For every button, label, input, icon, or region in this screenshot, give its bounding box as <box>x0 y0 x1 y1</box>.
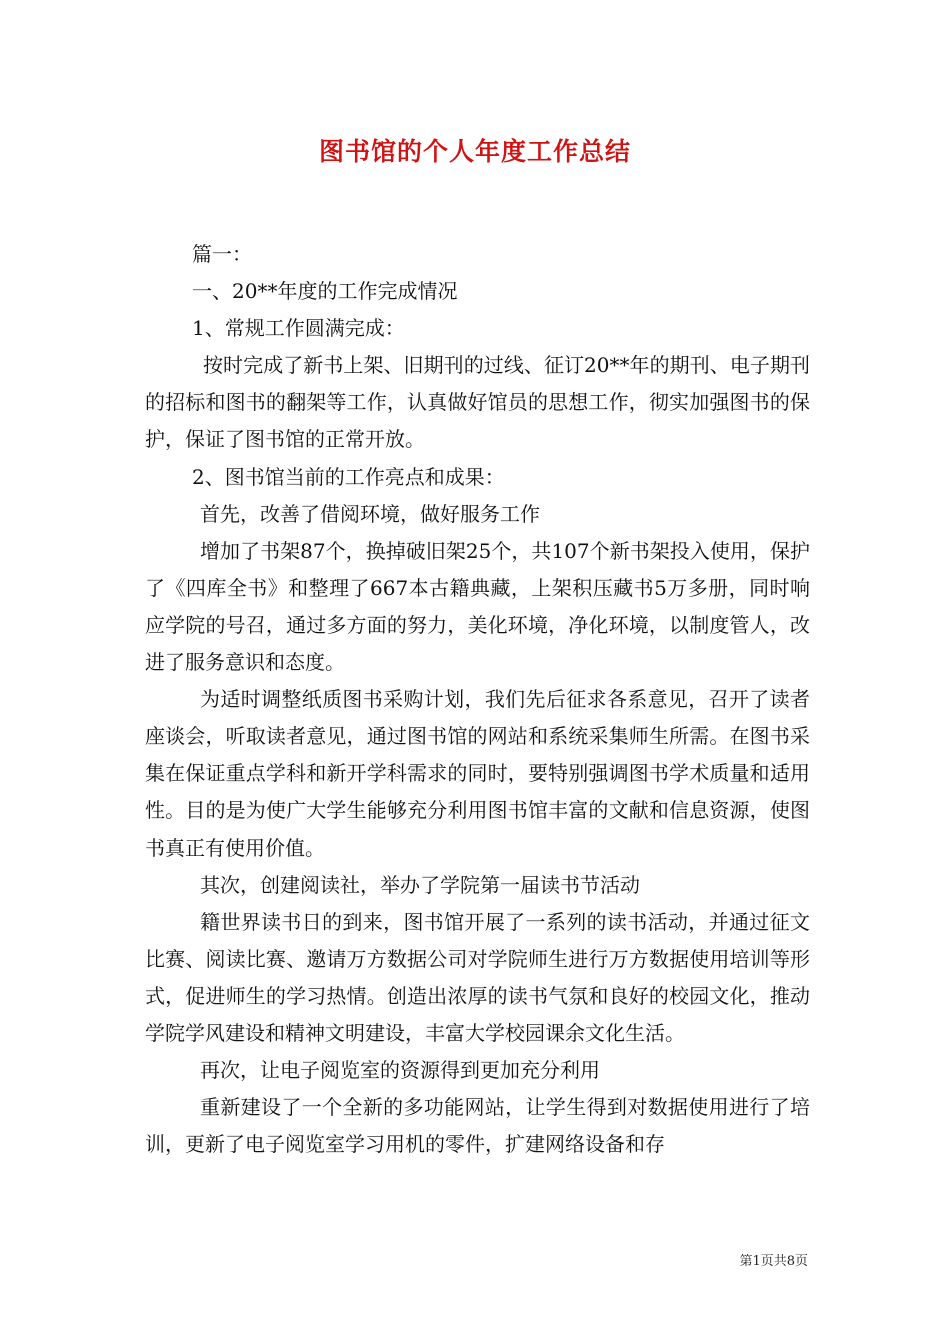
heading-year-work: 一、20**年度的工作完成情况 <box>192 279 458 304</box>
heading-highlights: 2、图书馆当前的工作亮点和成果： <box>192 464 505 489</box>
paragraph-procurement: 为适时调整纸质图书采购计划，我们先后征求各系意见，召开了读者座谈会，听取读者意见，通过图书馆的网站和系统采集师生所需。在图书采集在保证重点学科和新开学科需求的同时，要特别强调图书学术质量和适用性。目的是为使广大学生能够充分利用图书馆丰富的文献和信息资源，使图书真正有使用价值。 <box>145 687 810 860</box>
section-label: 篇一： <box>192 242 252 266</box>
subheading-environment: 首先，改善了借阅环境，做好服务工作 <box>200 501 540 526</box>
paragraph-routine-work: 按时完成了新书上架、旧期刊的过线、征订20**年的期刊、电子期刊的招标和图书的翻架等工作，认真做好馆员的思想工作，彻实加强图书的保护，保证了图书馆的正常开放。 <box>145 353 810 452</box>
paragraph-bookshelves: 增加了书架87个，换掉破旧架25个，共107个新书架投入使用，保护了《四库全书》和整理了667本古籍典藏，上架积压藏书5万多册，同时响应学院的号召，通过多方面的努力，美化环境，净化环境，以制度管人，改进了服务意识和态度。 <box>145 538 810 675</box>
document-body <box>145 236 810 1163</box>
subheading-e-reading-room: 再次，让电子阅览室的资源得到更加充分利用 <box>200 1058 600 1083</box>
paragraph-website-network: 重新建设了一个全新的多功能网站，让学生得到对数据使用进行了培训，更新了电子阅览室学习用机的零件，扩建网络设备和存 <box>145 1095 810 1157</box>
subheading-reading-club: 其次，创建阅读社，举办了学院第一届读书节活动 <box>200 872 640 897</box>
heading-routine-work: 1、常规工作圆满完成： <box>192 316 405 341</box>
document-title: 图书馆的个人年度工作总结 <box>318 137 631 166</box>
paragraph-reading-activities: 籍世界读书日的到来，图书馆开展了一系列的读书活动，并通过征文比赛、阅读比赛、邀请万方数据公司对学院师生进行万方数据使用培训等形式，促进师生的学习热情。创造出浓厚的读书气氛和良好的校园文化，推动学院学风建设和精神文明建设，丰富大学校园课余文化生活。 <box>145 909 810 1045</box>
page-indicator: 第1页共8页 <box>739 1254 808 1269</box>
